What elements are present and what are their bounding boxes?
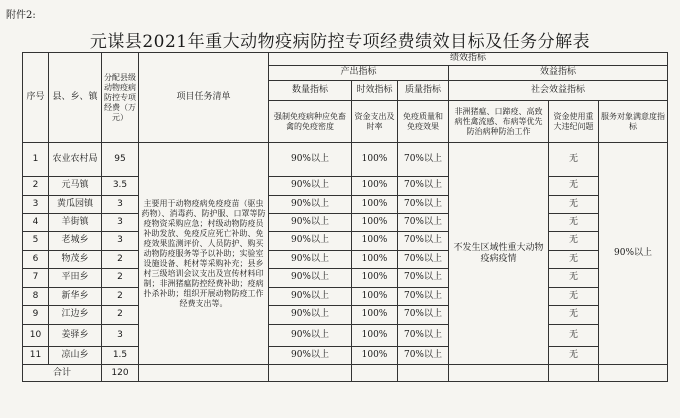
table-row: 3 黄瓜园镇 3 90%以上 100% 70%以上 无: [23, 195, 668, 213]
header-quantity: 数量指标: [269, 80, 352, 100]
header-social-sub: 非洲猪瘟、口蹄疫、高致病性禽流感、布病等优先防治病种防治工作: [449, 101, 549, 143]
total-funds: 120: [102, 365, 139, 382]
header-performance: 绩效指标: [269, 53, 668, 66]
performance-table: [22, 52, 668, 382]
header-output: 产出指标: [269, 65, 449, 80]
annex-label: 附件2:: [6, 10, 36, 21]
header-town: 县、乡、镇: [49, 53, 102, 143]
table-row: 11 凉山乡 1.5 90%以上 100% 70%以上 无: [23, 347, 668, 365]
total-label: 合计: [23, 365, 102, 382]
table-row: 6 物茂乡 2 90%以上 100% 70%以上 无: [23, 250, 668, 268]
table-row: 1 农业农村局 95 主要用于动物疫病免疫疫苗（驱虫药物）、消毒药、防护服、口罩等防疫物资采购应急；村级动物防疫员补助发放、免疫反应死亡补助、免疫效果监测评价、人员防护、购买动物防疫服务等予以补助；实验室设施设备、耗材等采购补充；县乡村三级培训会议支出及宣传材料印制；非洲猪瘟防控经费补助；疫病扑杀补助；组织开展动物防疫工作经费支出等。 90%以上 100% 70%以上 不发生区域性重大动物疫病疫情 无 90%以上: [23, 143, 668, 177]
task-list: 主要用于动物疫病免疫疫苗（驱虫药物）、消毒药、防护服、口罩等防疫物资采购应急；村级动物防疫员补助发放、免疫反应死亡补助、免疫效果监测评价、人员防护、购买动物防疫服务等予以补助；实验室设施设备、耗材等采购补充；县乡村三级培训会议支出及宣传材料印制；非洲猪瘟防控经费补助；疫病扑杀补助；组织开展动物防疫工作经费支出等。: [139, 143, 269, 365]
table-row: 7 平田乡 2 90%以上 100% 70%以上 无: [23, 269, 668, 287]
table-row: 5 老城乡 3 90%以上 100% 70%以上 无: [23, 232, 668, 250]
header-quality-sub: 免疫质量和免疫效果: [398, 101, 449, 143]
document-title: 元谋县2021年重大动物疫病防控专项经费绩效目标及任务分解表: [89, 32, 591, 52]
table-row: 2 元马镇 3.5 90%以上 100% 70%以上 无: [23, 177, 668, 195]
table-row: 8 新华乡 2 90%以上 100% 70%以上 无: [23, 287, 668, 305]
header-timeliness: 时效指标: [352, 80, 398, 100]
table-row: 9 江边乡 2 90%以上 100% 70%以上 无: [23, 306, 668, 324]
header-benefit: 效益指标: [449, 65, 668, 80]
header-satisfaction: 服务对象满意度指标: [599, 101, 668, 143]
social-benefit-value: 不发生区域性重大动物疫病疫情: [449, 143, 549, 365]
table-row: 4 羊街镇 3 90%以上 100% 70%以上 无: [23, 213, 668, 231]
header-quantity-sub: 强制免疫病种应免畜禽的免疫密度: [269, 101, 352, 143]
header-row-1: [23, 53, 668, 66]
header-tasks: 项目任务清单: [139, 53, 269, 143]
header-social: 社会效益指标: [449, 80, 668, 100]
satisfaction-value: 90%以上: [599, 143, 668, 365]
table-row: 10 姜驿乡 3 90%以上 100% 70%以上 无: [23, 324, 668, 347]
header-timeliness-sub: 资金支出及时率: [352, 101, 398, 143]
header-funds: 分配县级动物疫病防控专项经费（万元）: [102, 53, 139, 143]
header-seq: 序号: [23, 53, 49, 143]
header-quality: 质量指标: [398, 80, 449, 100]
total-row: [23, 365, 668, 382]
header-fund-use: 资金使用重大违纪问题: [549, 101, 599, 143]
